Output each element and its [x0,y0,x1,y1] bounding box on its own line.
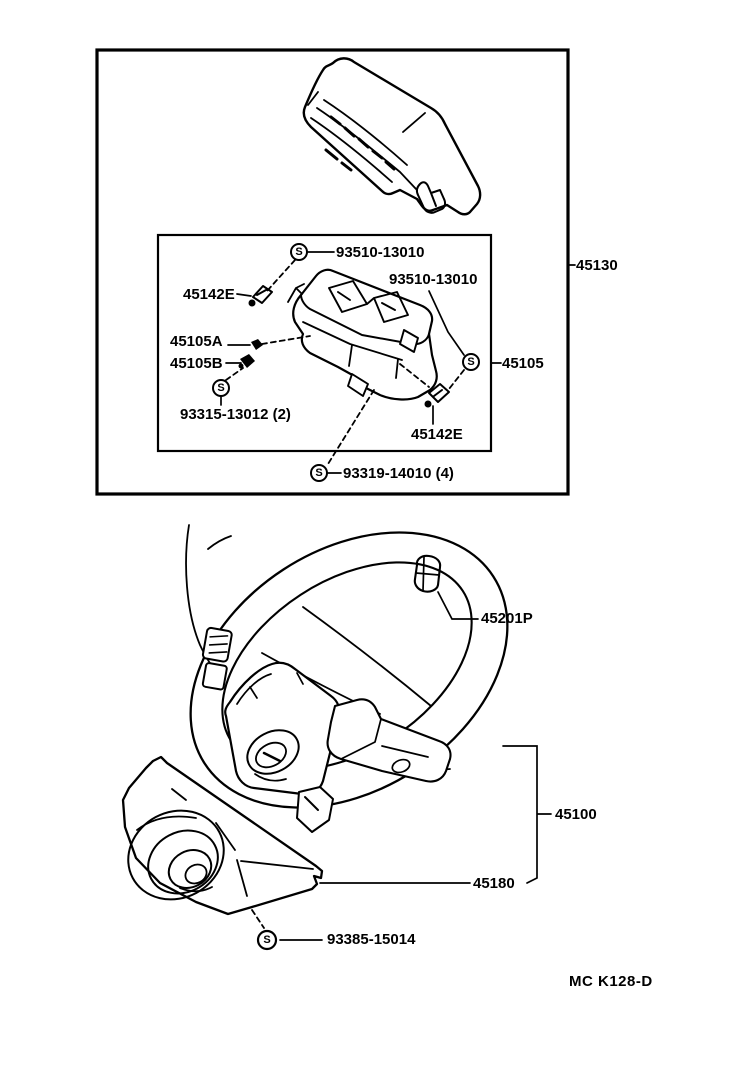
lower-spoke [297,787,333,832]
right-spoke [328,699,451,781]
label-pad-lower: 45180 [473,875,515,892]
label-clip-right: 45142E [411,426,463,443]
label-screw-set-large: 93319-14010 (4) [343,465,454,482]
label-cover-assembly: 45130 [576,257,618,274]
left-switch-slats [207,633,229,656]
label-screw-b: 45105B [170,355,223,372]
screw-symbol-2: S [467,356,475,368]
nut-facets [416,557,439,591]
label-screw-right: 93510-13010 [389,271,478,288]
label-screw-top: 93510-13010 [336,244,425,261]
upper-column-cover-drawing [304,58,480,214]
screw-symbol-1: S [295,246,303,258]
label-pad-screw: 93385-15014 [327,931,416,948]
screw-a-drawing [251,339,263,350]
screw-symbol-3: S [217,382,225,394]
left-switch-lower [202,663,227,690]
label-cover-lower: 45105 [502,355,544,372]
hub-pad [225,663,339,795]
nut-drawing [415,556,440,592]
clip-right-pin [425,401,432,408]
figure-code: MC K128-D [569,973,653,990]
clip-left-pin [249,300,256,307]
screw-symbol-5: S [263,934,271,946]
wheel-rim-inner [185,520,509,813]
label-clip-left: 45142E [183,286,235,303]
label-screw-a: 45105A [170,333,223,350]
lower-column-cover-drawing [288,270,437,400]
screw-symbol-4: S [315,467,323,479]
label-nut: 45201P [481,610,533,627]
label-wheel-assembly: 45100 [555,806,597,823]
label-screw-set-small: 93315-13012 (2) [180,406,291,423]
upper-cover-outline [304,58,480,214]
